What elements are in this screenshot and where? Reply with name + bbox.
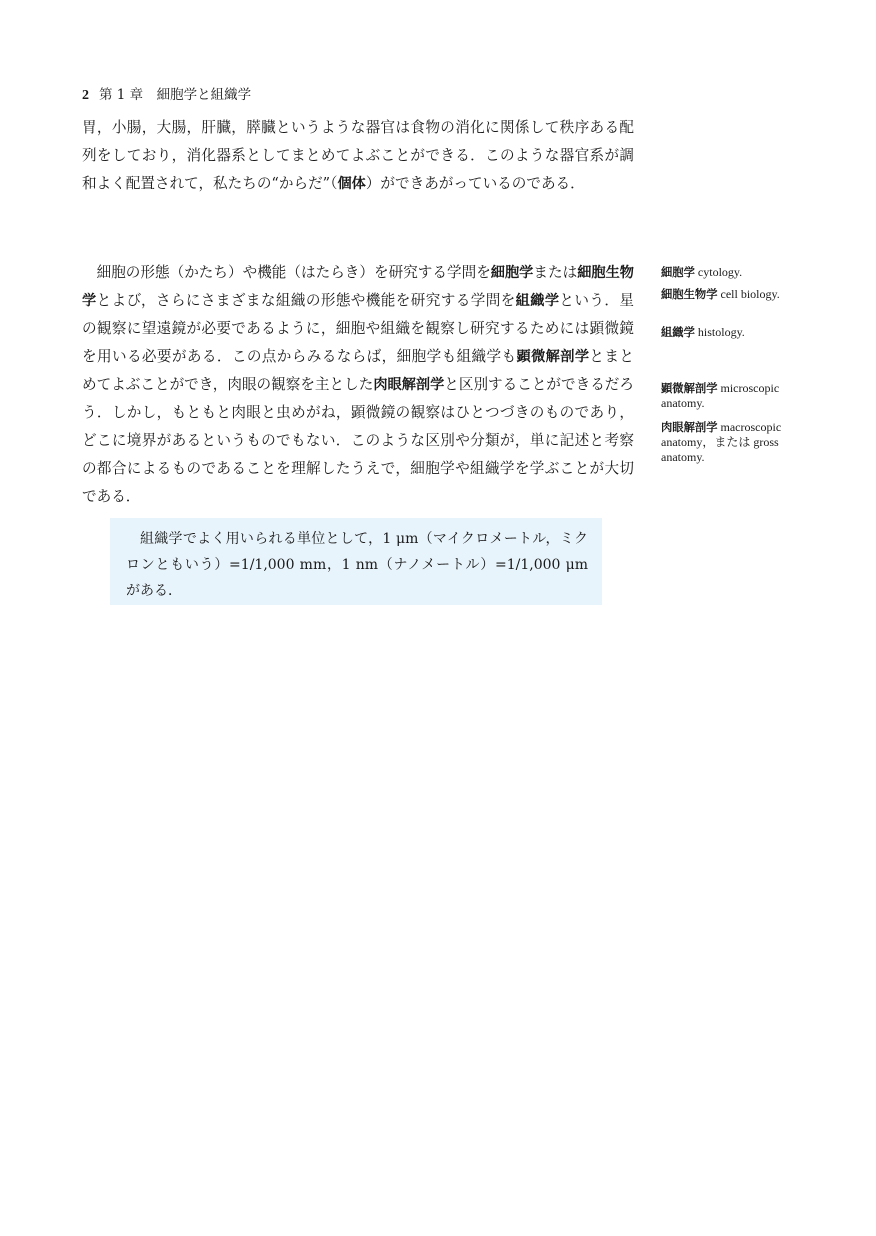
sidenote-english: macroscopic anatomy，または gross anatomy. [661,420,782,464]
sidenote-term: 肉眼解剖学 [661,421,718,434]
term-cytology: 細胞学 [490,265,534,281]
paragraph-2-text-d: という．星の観察に望遠鏡が必要であるように，細胞や組織を観察し研究するためには顕微鏡を用いる必要がある．この点からみるならば，細胞学も組織学も [82,292,634,365]
term-cell-biology: 細胞生物学 [82,265,634,309]
sidenote-term: 細胞生物学 [661,288,718,301]
sidenote-term: 顕微解剖学 [661,382,718,395]
paragraph-2-text-a: 細胞の形態（かたち）や機能（はたらき）を研究する学問を [96,264,491,281]
unit-note-box [110,518,602,605]
term-histology: 組織学 [515,293,560,309]
paragraph-1-text-a: 胃，小腸，大腸，肝臓，膵臓というような器官は食物の消化に関係して秩序ある配列をしており，消化器系としてまとめてよぶことができる．このような器官系が調和よく配置されて，私たちの“からだ”（ [82,119,634,192]
sidenote-term: 細胞学 [661,266,695,279]
paragraph-1-text-b: ）ができあがっているのである． [365,175,585,192]
paragraph-2-text-e: とまとめてよぶことができ，肉眼の観察を主とした [82,348,634,393]
paragraph-2-text-f: と区別することができるだろう．しかし，もともと肉眼と虫めがね，顕微鏡の観察はひとつづきのものであり，どこに境界があるというものでもない．このような区別や分類が，単に記述と考察の都合によるものであることを理解したうえで，細胞学や組織学を学ぶことが大切である． [82,376,634,505]
sidenote-english: microscopic anatomy. [661,381,780,410]
sidenote-cell-biology [661,287,793,302]
sidenote-histology [661,325,793,340]
body-paragraph-2 [82,259,634,511]
term-microscopic-anatomy: 顕微解剖学 [516,349,590,365]
paragraph-2-text-b: または [533,264,578,281]
chapter-title: 第 1 章 細胞学と組織学 [99,87,252,103]
body-paragraph-1 [82,114,634,198]
unit-note-text: 組織学でよく用いられる単位として，1 μm（マイクロメートル，ミクロンともいう）=1/1,000 mm，1 nm（ナノメートル）=1/1,000 μm がある． [126,531,588,599]
sidenote-cytology [661,265,793,280]
sidenote-microscopic-anatomy [661,381,793,411]
running-head [82,86,251,105]
term-gross-anatomy: 肉眼解剖学 [373,377,445,393]
sidenote-term: 組織学 [661,326,695,339]
page-number: 2 [82,88,89,103]
sidenote-english: histology. [694,325,745,339]
sidenote-english: cell biology. [717,287,780,301]
paragraph-2-text-c: とよび，さらにさまざまな組織の形態や機能を研究する学問を [96,292,516,309]
term-individual: 個体 [337,176,366,192]
sidenote-gross-anatomy [661,420,793,465]
sidenote-english: cytology. [694,265,743,279]
